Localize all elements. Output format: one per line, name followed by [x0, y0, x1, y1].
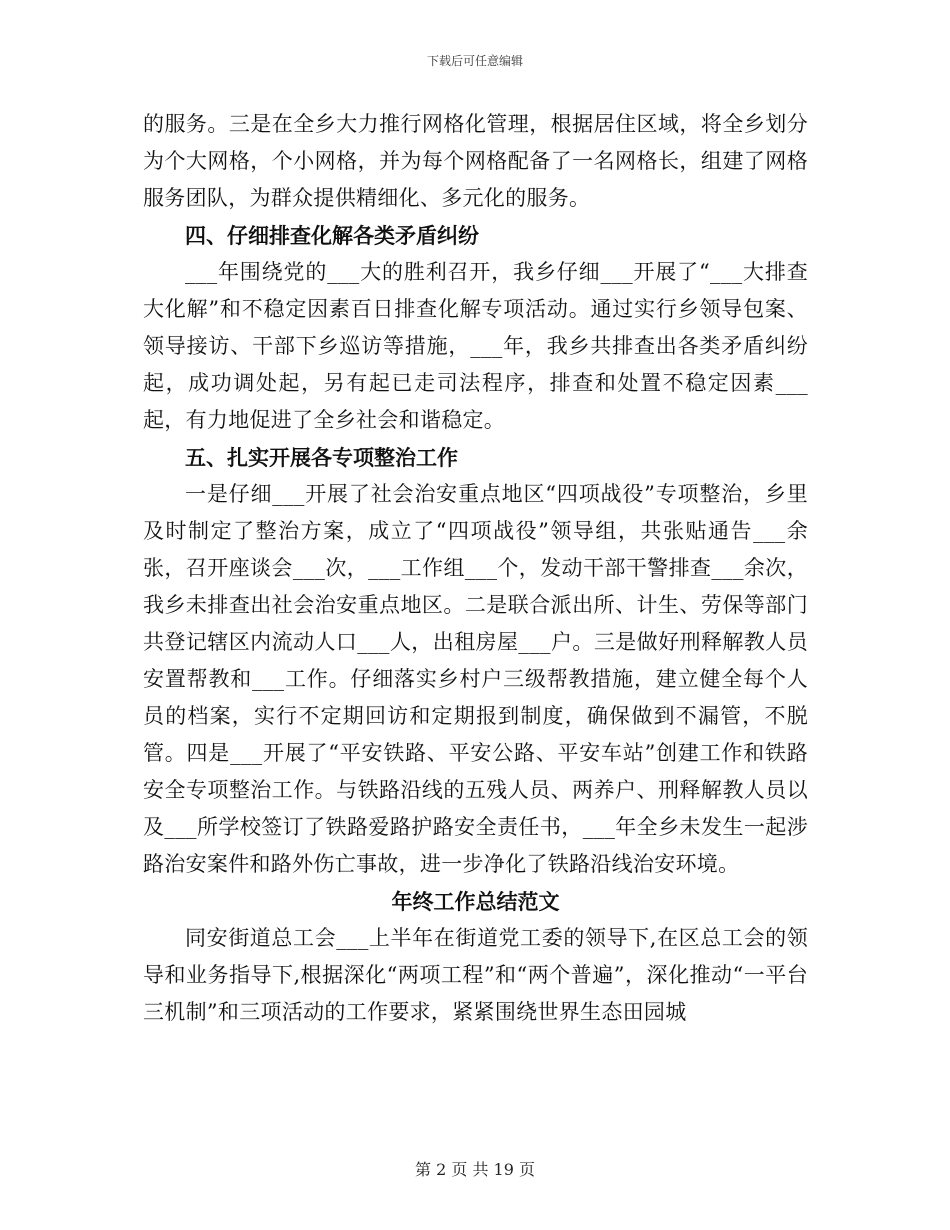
paragraph-special-campaigns: 一是仔细___开展了社会治安重点地区“四项战役”专项整治，乡里及时制定了整治方案，成立了“四项战役”领导组，共张贴通告___余张，召开座谈会___次，___工作组___个，发动干部干警排查___余次，我乡未排查出社会治安重点地区。二是联合派出所、计生、劳保等部门共登记辖区内流动人口___人，出租房屋___户。三是做好刑释解教人员安置帮教和___工作。仔细落实乡村户三级帮教措施，建立健全每个人员的档案，实行不定期回访和定期报到制度，确保做到不漏管，不脱管。四是___开展了“平安铁路、平安公路、平安车站”创建工作和铁路安全专项整治工作。与铁路沿线的五残人员、两养户、刑释解教人员以及___所学校签订了铁路爱路护路安全责任书，___年全乡未发生一起涉路治安案件和路外伤亡事故，进一步净化了铁路沿线治安环境。 — [143, 482, 808, 876]
paragraph-continuation: 的服务。三是在全乡大力推行网格化管理，根据居住区域，将全乡划分为个大网格，个小网格，并为每个网格配备了一名网格长，组建了网格服务团队，为群众提供精细化、多元化的服务。 — [143, 112, 808, 210]
paragraph-union-summary: 同安街道总工会___上半年在街道党工委的领导下,在区总工会的领导和业务指导下,根据深化“两项工程”和“两个普遍”，深化推动“一平台三机制”和三项活动的工作要求，紧紧围绕世界生态田园城 — [143, 926, 808, 1024]
paragraph-dispute-resolution: ___年围绕党的___大的胜利召开，我乡仔细___开展了“___大排查大化解”和不稳定因素百日排查化解专项活动。通过实行乡领导包案、领导接访、干部下乡巡访等措施，___年，我乡共排查出各类矛盾纠纷起，成功调处起，另有起已走司法程序，排查和处置不稳定因素___起，有力地促进了全乡社会和谐稳定。 — [143, 260, 808, 432]
page-header: 下载后可任意编辑 — [426, 54, 523, 68]
document-body — [143, 106, 808, 1031]
section-heading-4: 四、仔细排查化解各类矛盾纠纷 — [185, 223, 479, 248]
section-heading-5: 五、扎实开展各专项整治工作 — [185, 445, 458, 470]
document-title: 年终工作总结范文 — [391, 889, 560, 914]
page-footer: 第 2 页 共 19 页 — [415, 1160, 535, 1179]
